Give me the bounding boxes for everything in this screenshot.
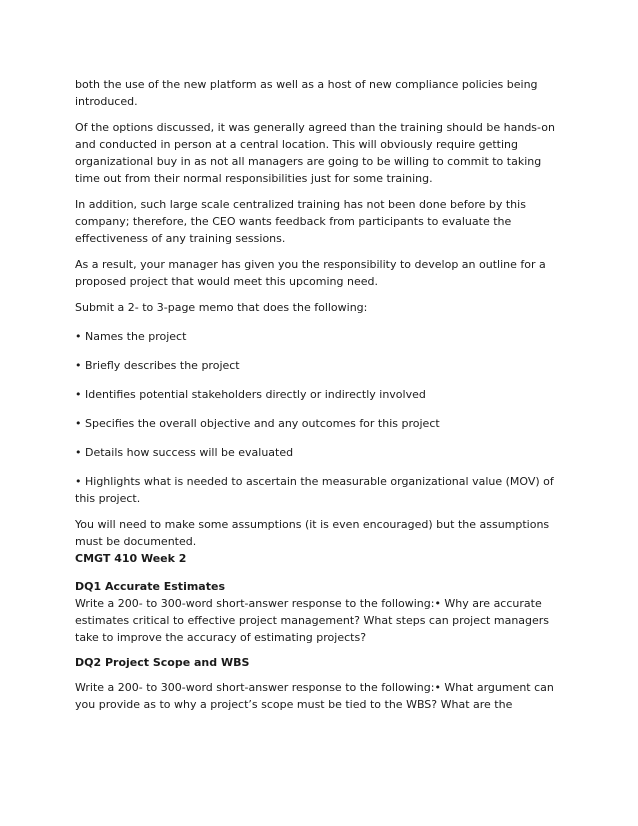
- paragraph-manager-responsibility: As a result, your manager has given you the responsibility to develop an outline for a proposed project that would meet this upcoming need.: [75, 258, 546, 288]
- paragraph-centralized-training: In addition, such large scale centralized training has not been done before by this company; therefore, the CEO wants feedback from participants to evaluate the effectiveness of any training sessions.: [75, 198, 526, 245]
- bullet-item: • Details how success will be evaluated: [75, 446, 294, 459]
- bullet-item: • Specifies the overall objective and any outcomes for this project: [75, 417, 440, 430]
- dq2-body: Write a 200- to 300-word short-answer response to the following:• What argument can you provide as to why a project’s scope must be tied to the WBS? What are the: [75, 681, 554, 711]
- document-page: [75, 76, 565, 713]
- dq1-body: Write a 200- to 300-word short-answer response to the following:• Why are accurate estimates critical to effective project management? What steps can project managers take to improve the accuracy of estimating projects?: [75, 597, 550, 644]
- week-heading: CMGT 410 Week 2: [75, 552, 187, 565]
- bullet-item: • Identifies potential stakeholders directly or indirectly involved: [75, 388, 426, 401]
- paragraph-assumptions: You will need to make some assumptions (it is even encouraged) but the assumptions must be documented.: [75, 518, 550, 548]
- dq1-title: DQ1 Accurate Estimates: [75, 580, 225, 593]
- bullet-item: • Highlights what is needed to ascertain the measurable organizational value (MOV) of this project.: [75, 475, 554, 505]
- paragraph-submit-memo: Submit a 2- to 3-page memo that does the following:: [75, 301, 368, 314]
- bullet-item: • Briefly describes the project: [75, 359, 240, 372]
- bullet-item: • Names the project: [75, 330, 187, 343]
- dq2-title: DQ2 Project Scope and WBS: [75, 656, 250, 669]
- paragraph-options-discussed: Of the options discussed, it was generally agreed than the training should be hands-on and conducted in person at a central location. This will obviously require getting organizational buy in as not all managers are going to be willing to commit to taking time out from their normal responsibilities just for some training.: [75, 121, 555, 185]
- paragraph-training-platform: both the use of the new platform as well as a host of new compliance policies being introduced.: [75, 78, 538, 108]
